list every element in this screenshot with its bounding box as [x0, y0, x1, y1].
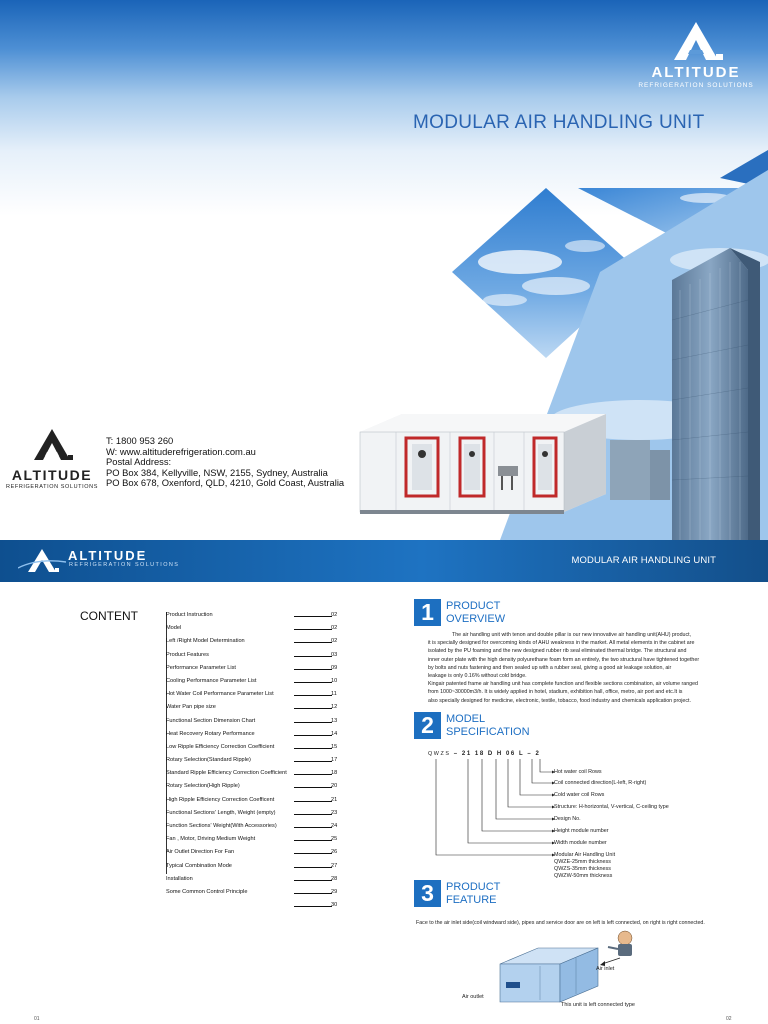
toc-item-title: Rotary Selection(High Ripple)	[166, 783, 240, 790]
section-number-1: 1	[414, 599, 441, 626]
toc-item	[166, 636, 344, 649]
section-title-model	[446, 713, 530, 738]
toc-item-page: 18	[331, 770, 338, 777]
spec-label-line: QWZW-50mm thickness	[554, 873, 613, 879]
spec-label-line: QWZE-25mm thickness	[554, 859, 611, 865]
toc-item	[166, 702, 344, 715]
page-number-right: 02	[726, 1016, 732, 1022]
toc-item-title: Model	[166, 625, 182, 632]
toc-item-page: 13	[331, 717, 338, 724]
contact-brand-tagline: REFRIGERATION SOLUTIONS	[6, 484, 98, 490]
toc-item-title: Function Sections' Weight(With Accessories)	[166, 823, 277, 829]
toc-item-page: 15	[331, 743, 338, 750]
overview-line: Kingair patented frame air handling unit has complete function and flexible sections combination, air volume ranged	[428, 681, 699, 688]
brand-name: ALTITUDE	[651, 64, 741, 81]
technician-icon	[618, 931, 632, 945]
toc-item-leader	[294, 656, 332, 657]
section-title-line: OVERVIEW	[446, 612, 506, 625]
toc-item-leader	[294, 774, 332, 775]
section-title-feature	[446, 881, 500, 906]
toc-item-leader	[294, 827, 332, 828]
toc-item-page: 02	[331, 638, 338, 645]
section-title-line: MODEL	[446, 713, 486, 725]
feature-caption: This unit is left connected type	[561, 1002, 635, 1008]
contact-brand-name: ALTITUDE	[11, 467, 93, 483]
section-number-2: 2	[414, 712, 441, 739]
toc-item-leader	[294, 682, 332, 683]
banner-brand-tagline: REFRIGERATION SOLUTIONS	[69, 562, 180, 568]
overview-line: The air handling unit with tenon and double pillar is our new innovative air handling unit(AHU) product,	[452, 632, 692, 638]
spec-label: Design No.	[554, 816, 581, 822]
model-code-part: 2	[535, 751, 541, 757]
toc-item-title: Heat Recovery Rotary Performance	[166, 730, 255, 737]
spec-label: Cold water coil Rows	[554, 792, 605, 798]
toc-item-leader	[294, 906, 332, 907]
toc-item	[166, 861, 344, 874]
section-title-line: SPECIFICATION	[446, 725, 530, 738]
toc-item-page: 20	[331, 783, 338, 790]
toc-item-page: 09	[331, 664, 338, 671]
toc-item-title: Typical Combination Mode	[166, 862, 232, 869]
toc-item-page: 14	[331, 730, 338, 737]
banner-brand-name: ALTITUDE	[68, 548, 148, 563]
ahu-unit-image	[356, 410, 610, 522]
toc-item-page: 30	[331, 902, 338, 909]
toc-item-leader	[294, 748, 332, 749]
toc-item-title: High Ripple Efficiency Correction Coefficent	[166, 796, 275, 803]
toc-item-page: 03	[331, 651, 338, 658]
table-of-contents	[166, 610, 344, 913]
toc-item-leader	[294, 853, 332, 854]
toc-item	[166, 887, 344, 900]
toc-item-page: 02	[331, 612, 338, 618]
toc-item-page: 23	[331, 809, 338, 816]
logo-a-icon	[29, 428, 75, 462]
model-code: QWZS – 21 18 D H 06 L – 2	[428, 751, 541, 757]
air-inlet-label: Air inlet	[596, 966, 615, 972]
banner-logo-icon	[18, 548, 66, 574]
page-number-left: 01	[34, 1016, 40, 1022]
brand-tagline: REFRIGERATION SOLUTIONS	[638, 82, 754, 89]
toc-item-leader	[294, 867, 332, 868]
toc-item	[166, 768, 344, 781]
toc-item-page: 28	[331, 875, 338, 882]
toc-item-title: Left /Right Model Determination	[166, 638, 245, 645]
toc-item-title: Fan , Motor, Driving Medium Weight	[166, 836, 256, 843]
toc-item-title: Some Common Control Principle	[166, 888, 248, 895]
toc-item	[166, 755, 344, 768]
toc-item-title: Standard Ripple Efficiency Correction Coefficient	[166, 770, 287, 777]
banner-title: MODULAR AIR HANDLING UNIT	[571, 555, 716, 566]
spec-label: Height module number	[554, 828, 609, 834]
model-code-part: 21	[461, 751, 472, 757]
section-number-3: 3	[414, 880, 441, 907]
toc-item-title: Cooling Performance Parameter List	[166, 677, 257, 684]
toc-item-title: Product Instruction	[166, 612, 213, 618]
toc-item-title: Air Outlet Direction For Fan	[166, 849, 235, 856]
toc-item-leader	[294, 695, 332, 696]
spec-label-line: Modular Air Handling Unit	[554, 852, 616, 858]
toc-item-page: 17	[331, 757, 338, 764]
toc-item-leader	[294, 814, 332, 815]
toc-item-title: Installation	[166, 875, 193, 882]
section-title-overview	[446, 600, 505, 625]
logo-a-icon	[666, 20, 726, 62]
toc-item	[166, 900, 344, 913]
toc-item	[166, 834, 344, 847]
toc-item-leader	[294, 735, 332, 736]
toc-item	[166, 650, 344, 663]
toc-item-title: Low Ripple Efficiency Correction Coefficient	[166, 743, 275, 750]
toc-item-leader	[294, 708, 332, 709]
toc-item	[166, 663, 344, 676]
model-code-prefix: QWZS	[428, 751, 451, 757]
toc-item-page: 29	[331, 888, 338, 895]
toc-item-leader	[294, 722, 332, 723]
toc-item-leader	[294, 787, 332, 788]
toc-item	[166, 821, 344, 834]
toc-item-leader	[294, 761, 332, 762]
section-title-line: PRODUCT	[446, 600, 501, 612]
toc-item-title: Water Pan pipe size	[166, 704, 216, 711]
toc-item	[166, 808, 344, 821]
toc-item-title: Product Features	[166, 651, 209, 658]
toc-item	[166, 623, 344, 636]
overview-line: it is specially designed for overcoming kinds of AHU weakness in the market. All metal elements in the cabinet are	[428, 640, 695, 647]
model-code-part: 18	[474, 751, 485, 757]
toc-item-page: 21	[331, 796, 338, 803]
toc-item-leader	[294, 616, 332, 617]
toc-item-page: 25	[331, 836, 338, 843]
brand-logo	[636, 20, 756, 89]
contact-address-1: PO Box 384, Kellyville, NSW, 2155, Sydney, Australia	[106, 466, 328, 478]
model-code-part: 06	[505, 751, 516, 757]
contact-phone: T: 1800 953 260	[106, 435, 174, 446]
overview-line: also specially designed for medicine, electronic, textile, tobacco, food industry and chemicals application project.	[428, 697, 691, 704]
overview-line: by bolts and nuts fastening and then sealed up with a rubber seal, giving a good air leakage solution, air	[428, 664, 672, 671]
toc-item-leader	[294, 801, 332, 802]
spec-label: Width module number	[554, 840, 607, 846]
toc-item	[166, 676, 344, 689]
toc-item	[166, 610, 344, 623]
toc-item	[166, 874, 344, 887]
toc-item-page: 27	[331, 862, 338, 869]
spec-label	[554, 852, 615, 880]
model-code-part: L	[518, 751, 525, 757]
overview-line: from 1000~30000m3/h. It is widely applied in hotel, stadium, exhibition hall, office, metro, air port and etc.It is	[428, 689, 683, 696]
contact-info	[106, 436, 344, 489]
toc-item-leader	[294, 880, 332, 881]
spec-label-line: QWZS-35mm thickness	[554, 866, 611, 872]
toc-item-page: 11	[331, 691, 337, 698]
toc-item-leader	[294, 893, 332, 894]
model-code-part: D	[487, 751, 494, 757]
spec-label: Hot water coil Rows	[554, 769, 602, 775]
contact-website: W: www.altituderefrigeration.com.au	[106, 445, 256, 457]
spec-label: Structure: H-horizontal, V-vertical, C-ceiling type	[554, 804, 669, 810]
toc-item	[166, 781, 344, 794]
toc-item-leader	[294, 840, 332, 841]
feature-text: Face to the air inlet side(coil windward side), pipes and service door are on left is left connected, on right is right connected.	[416, 920, 705, 926]
toc-item	[166, 729, 344, 742]
contact-address-2: PO Box 678, Oxenford, QLD, 4210, Gold Coast, Australia	[106, 477, 345, 489]
toc-item-page: 24	[331, 823, 338, 829]
model-code-part: H	[496, 751, 503, 757]
toc-item-title: Functional Section Dimension Chart	[166, 717, 256, 724]
overview-line: inner outer plate with the high density polyurethane foam form an entirely, the two structural have tightened together	[428, 656, 700, 663]
toc-item-title: Hot Water Coil Performance Parameter List	[166, 691, 274, 698]
toc-item-page: 02	[331, 625, 338, 632]
toc-item-page: 12	[331, 704, 338, 711]
toc-item	[166, 847, 344, 860]
toc-item-leader	[294, 642, 332, 643]
toc-item-page: 10	[331, 677, 338, 684]
toc-item-title: Rotary Selection(Standard Ripple)	[166, 757, 251, 764]
contact-postal-label: Postal Address:	[106, 456, 172, 468]
toc-item-leader	[294, 629, 332, 630]
toc-item	[166, 742, 344, 755]
header-banner	[0, 540, 768, 582]
overview-line: isolated by the PU foaming and the new designed rubber rib seal eliminated thermal bridge. The structural and	[428, 648, 687, 655]
contact-logo	[6, 428, 98, 490]
toc-item-title: Performance Parameter List	[166, 664, 236, 671]
toc-item-page: 26	[331, 849, 338, 856]
air-outlet-label: Air outlet	[462, 994, 484, 1000]
toc-item	[166, 795, 344, 808]
section-title-line: PRODUCT	[446, 881, 501, 893]
overview-line: leakage is only 0.16% without cold bridge.	[428, 673, 527, 680]
model-spec-diagram	[428, 755, 558, 865]
cover-title: MODULAR AIR HANDLING UNIT	[413, 112, 705, 133]
section-title-line: FEATURE	[446, 893, 497, 906]
toc-item	[166, 716, 344, 729]
spec-label: Coil connected direction(L-left, R-right)	[554, 780, 647, 786]
toc-item-leader	[294, 669, 332, 670]
overview-paragraph	[428, 631, 758, 705]
toc-item-title: Functional Sections' Length, Weight (empty)	[166, 809, 276, 816]
feature-diagram	[480, 930, 660, 1010]
toc-item	[166, 689, 344, 702]
content-heading: CONTENT	[80, 609, 138, 623]
